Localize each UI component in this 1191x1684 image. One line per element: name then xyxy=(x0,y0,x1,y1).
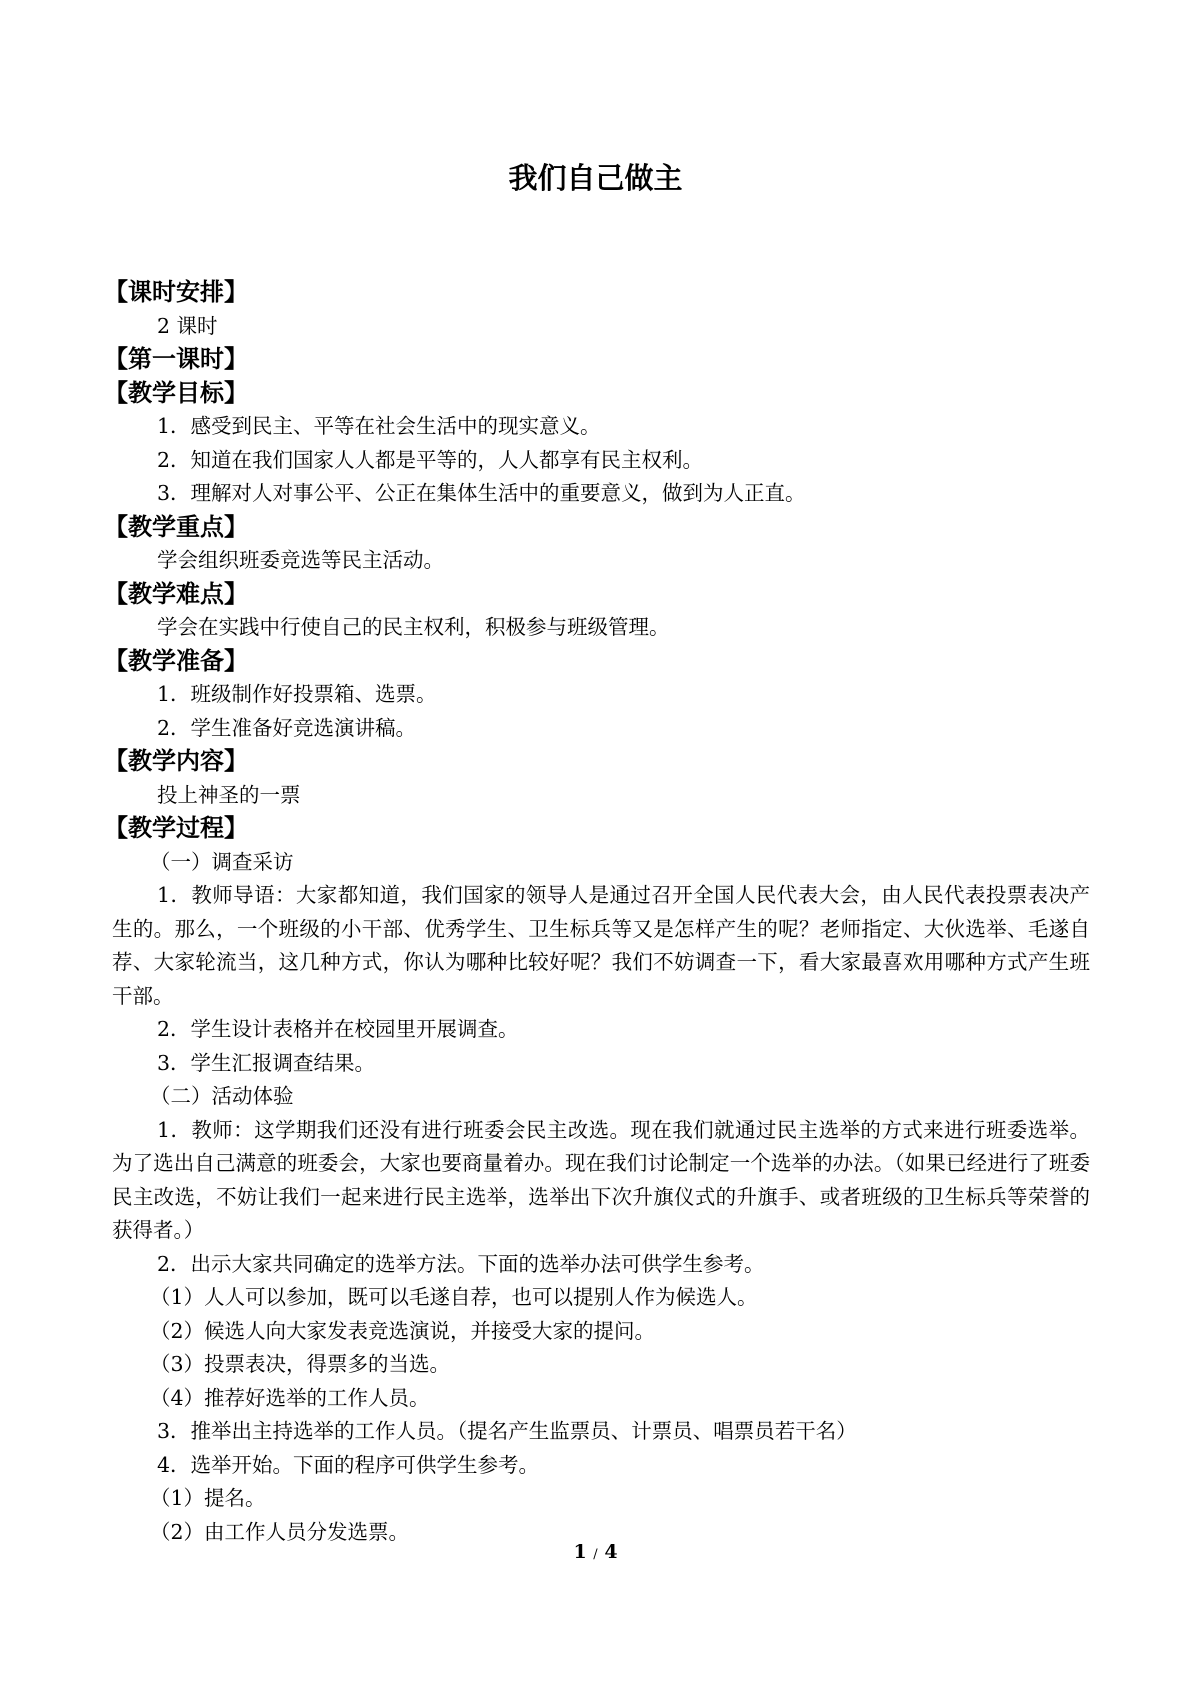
process-part1-paragraph: 2．学生设计表格并在校园里开展调查。 xyxy=(157,1017,519,1041)
goal-item: 2．知道在我们国家人人都是平等的，人人都享有民主权利。 xyxy=(157,447,704,472)
heading-difficulty: 【教学难点】 xyxy=(104,579,248,608)
process-part2-paragraph: 1．教师：这学期我们还没有进行班委会民主改选。现在我们就通过民主选举的方式来进行班委选举。为了选出自己满意的班委会，大家也要商量着办。现在我们讨论制定一个选举的办法。（如果已经进行了班委民主改选，不妨让我们一起来进行民主选举，选举出下次升旗仪式的升旗手、或者班级的卫生标兵等荣誉的获得者。） xyxy=(112,1117,1090,1242)
heading-content: 【教学内容】 xyxy=(104,747,248,775)
goal-item: 1．感受到民主、平等在社会生活中的现实意义。 xyxy=(157,414,601,438)
process-part2-paragraph: 4．选举开始。下面的程序可供学生参考。 xyxy=(157,1452,540,1477)
process-part1-title: （一）调查采访 xyxy=(150,849,294,874)
content-text: 投上神圣的一票 xyxy=(157,782,301,807)
schedule-text: 2 课时 xyxy=(157,313,218,338)
heading-process: 【教学过程】 xyxy=(104,814,248,842)
process-part2-paragraph: 2．出示大家共同确定的选举方法。下面的选举办法可供学生参考。 xyxy=(157,1251,765,1276)
heading-prep: 【教学准备】 xyxy=(104,646,248,675)
process-part2-paragraph: 3．推举出主持选举的工作人员。（提名产生监票员、计票员、唱票员若干名） xyxy=(157,1419,857,1443)
page-number xyxy=(0,1541,1191,1563)
election-step-item: （2）由工作人员分发选票。 xyxy=(150,1519,410,1544)
heading-goals: 【教学目标】 xyxy=(104,378,248,407)
prep-item: 2．学生准备好竞选演讲稿。 xyxy=(157,715,417,740)
election-method-item: （1）人人可以参加，既可以毛遂自荐，也可以提别人作为候选人。 xyxy=(150,1285,758,1309)
heading-schedule: 【课时安排】 xyxy=(104,278,248,306)
heading-lesson: 【第一课时】 xyxy=(104,345,248,373)
process-part1-paragraph: 3．学生汇报调查结果。 xyxy=(157,1050,376,1075)
election-step-item: （1）提名。 xyxy=(150,1486,266,1510)
document-title: 我们自己做主 xyxy=(508,161,683,195)
election-method-item: （3）投票表决，得票多的当选。 xyxy=(150,1352,451,1376)
difficulty-text: 学会在实践中行使自己的民主权利，积极参与班级管理。 xyxy=(157,615,670,639)
document-body xyxy=(104,276,1090,1549)
process-part2-title: （二）活动体验 xyxy=(150,1084,294,1108)
focus-text: 学会组织班委竞选等民主活动。 xyxy=(157,548,444,572)
page-separator: / xyxy=(593,1547,598,1562)
page-current: 1 xyxy=(573,1541,587,1563)
heading-focus: 【教学重点】 xyxy=(104,512,248,541)
process-part1-paragraph: 1．教师导语：大家都知道，我们国家的领导人是通过召开全国人民代表大会，由人民代表投票表决产生的。那么，一个班级的小干部、优秀学生、卫生标兵等又是怎样产生的呢？老师指定、大伙选举、毛遂自荐、大家轮流当，这几种方式，你认为哪种比较好呢？我们不妨调查一下，看大家最喜欢用哪种方式产生班干部。 xyxy=(112,883,1090,1008)
goal-item: 3．理解对人对事公平、公正在集体生活中的重要意义，做到为人正直。 xyxy=(157,481,806,505)
prep-item: 1．班级制作好投票箱、选票。 xyxy=(157,682,437,706)
page-total: 4 xyxy=(604,1541,618,1563)
election-method-item: （4）推荐好选举的工作人员。 xyxy=(150,1385,430,1410)
election-method-item: （2）候选人向大家发表竞选演说，并接受大家的提问。 xyxy=(150,1318,656,1343)
